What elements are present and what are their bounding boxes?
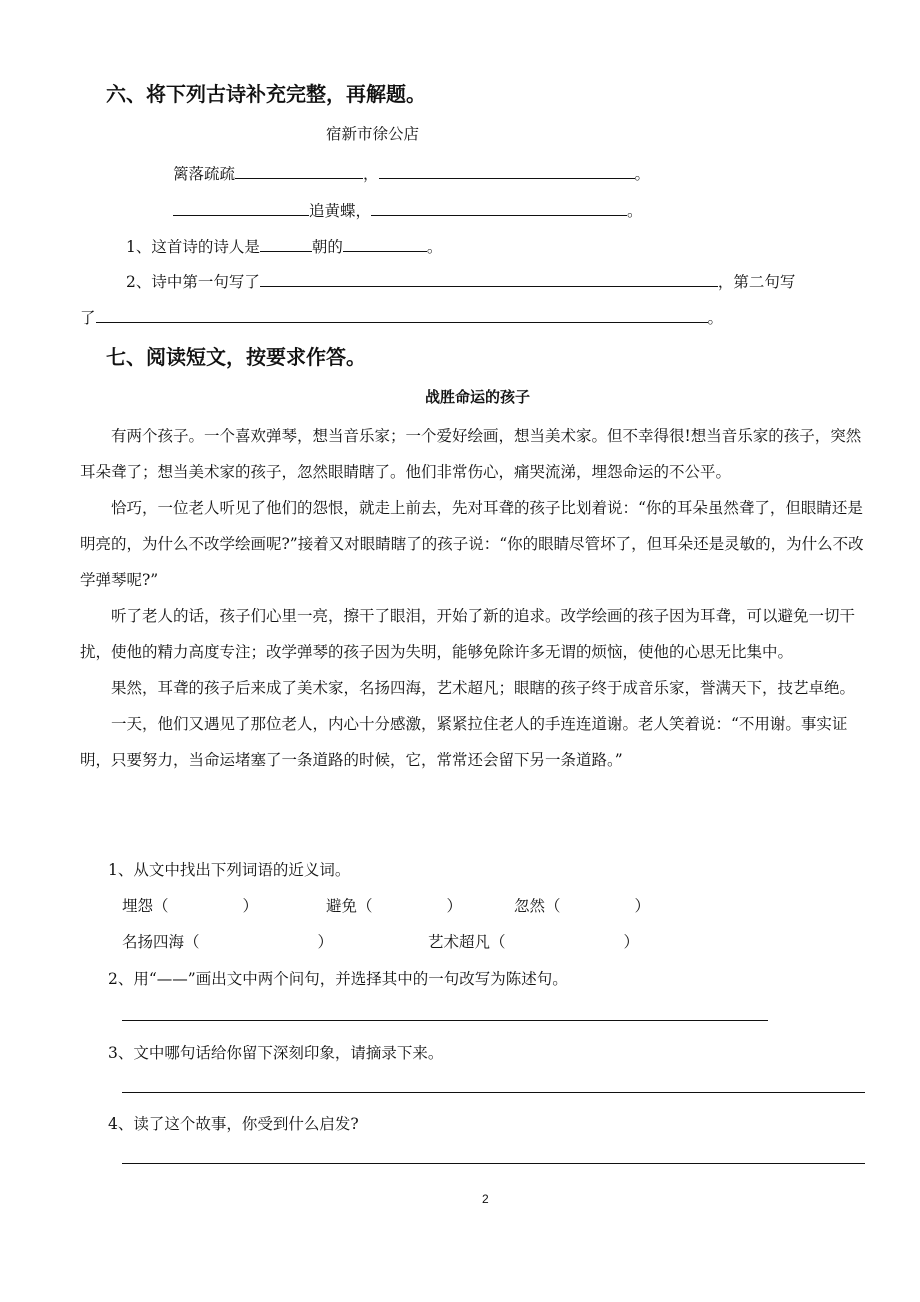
poet-dynasty-blank[interactable] — [260, 233, 312, 252]
article-body — [80, 418, 872, 778]
poet-name-blank[interactable] — [343, 233, 427, 252]
synonym-item — [514, 894, 650, 916]
synonym-word: 艺术超凡（ — [428, 933, 506, 951]
synonym-close: ） — [317, 933, 334, 951]
synonym-item — [326, 894, 462, 916]
poem-line-1 — [173, 160, 650, 184]
poem-blank-2[interactable] — [379, 160, 635, 179]
synonym-close: ） — [446, 897, 463, 915]
article-paragraph: 一天，他们又遇见了那位老人，内心十分感激，紧紧拉住老人的手连连道谢。老人笑着说：“不用谢。事实证明，只要努力，当命运堵塞了一条道路的时候，它，常常还会留下另一条道路。” — [80, 715, 848, 769]
answer-line[interactable] — [122, 1020, 768, 1021]
synonym-close: ） — [634, 897, 651, 915]
section-seven-heading: 七、阅读短文，按要求作答。 — [106, 345, 366, 369]
page-number: 2 — [482, 1192, 489, 1206]
article-paragraph: 果然，耳聋的孩子后来成了美术家，名扬四海，艺术超凡；眼瞎的孩子终于成音乐家，誉满天下，技艺卓绝。 — [111, 679, 856, 697]
poem-title: 宿新市徐公店 — [326, 125, 420, 143]
section-seven-question-1: 1、从文中找出下列词语的近义词。 — [108, 861, 351, 879]
synonym-word: 避免（ — [326, 897, 373, 915]
q2-text-b: ，第二句写 — [717, 273, 796, 291]
answer-line[interactable] — [122, 1163, 865, 1164]
poem-line-2 — [173, 197, 643, 221]
section-six-question-1 — [126, 233, 442, 257]
first-line-blank[interactable] — [260, 268, 718, 287]
section-seven-question-2: 2、用“——”画出文中两个问句，并选择其中的一句改写为陈述句。 — [108, 970, 568, 988]
poem-blank-3[interactable] — [173, 197, 309, 216]
poem-line-1-start: 篱落疏疏 — [173, 165, 236, 183]
section-seven-question-3: 3、文中哪句话给你留下深刻印象，请摘录下来。 — [108, 1044, 444, 1062]
synonym-word: 名扬四海（ — [122, 933, 200, 951]
second-line-blank[interactable] — [96, 304, 708, 323]
q1-text-b: 朝的 — [311, 238, 343, 256]
q1-text-a: 1、这首诗的诗人是 — [126, 238, 260, 256]
poem-line-2-end: 。 — [627, 202, 643, 220]
poem-blank-4[interactable] — [371, 197, 627, 216]
section-six-question-2-cont — [80, 304, 723, 328]
synonym-close: ） — [242, 897, 259, 915]
q2-text-d: 。 — [707, 309, 724, 327]
poem-blank-1[interactable] — [235, 160, 363, 179]
synonym-word: 埋怨（ — [122, 897, 169, 915]
synonym-close: ） — [623, 933, 640, 951]
q2-text-c: 了 — [80, 309, 96, 327]
article-paragraph: 有两个孩子。一个喜欢弹琴，想当音乐家；一个爱好绘画，想当美术家。但不幸得很!想当音乐家的孩子，突然耳朵聋了；想当美术家的孩子，忽然眼睛瞎了。他们非常伤心，痛哭流涕，埋怨命运的不公平。 — [80, 427, 862, 481]
poem-line-2-mid: 追黄蝶， — [309, 202, 372, 220]
synonym-item — [122, 930, 333, 952]
article-paragraph: 恰巧，一位老人听见了他们的怨恨，就走上前去，先对耳聋的孩子比划着说：“你的耳朵虽然聋了，但眼睛还是明亮的，为什么不改学绘画呢?”接着又对眼睛瞎了的孩子说：“你的眼睛尽管坏了，但耳朵还是灵敏的，为什么不改学弹琴呢?” — [80, 499, 864, 589]
article-paragraph: 听了老人的话，孩子们心里一亮，擦干了眼泪，开始了新的追求。改学绘画的孩子因为耳聋，可以避免一切干扰，使他的精力高度专注；改学弹琴的孩子因为失明，能够免除许多无谓的烦恼，使他的心思无比集中。 — [80, 607, 856, 661]
section-six-question-2 — [126, 268, 795, 292]
section-six-heading: 六、将下列古诗补充完整，再解题。 — [106, 82, 426, 106]
section-seven-question-4: 4、读了这个故事，你受到什么启发? — [108, 1115, 359, 1133]
synonym-item — [428, 930, 639, 952]
article-title: 战胜命运的孩子 — [425, 388, 531, 406]
q2-text-a: 2、诗中第一句写了 — [126, 273, 260, 291]
poem-line-1-mid: ， — [363, 165, 379, 183]
q1-text-c: 。 — [426, 238, 443, 256]
synonym-item — [122, 894, 258, 916]
synonym-word: 忽然（ — [514, 897, 561, 915]
poem-line-1-end: 。 — [634, 165, 651, 183]
answer-line[interactable] — [122, 1092, 865, 1093]
